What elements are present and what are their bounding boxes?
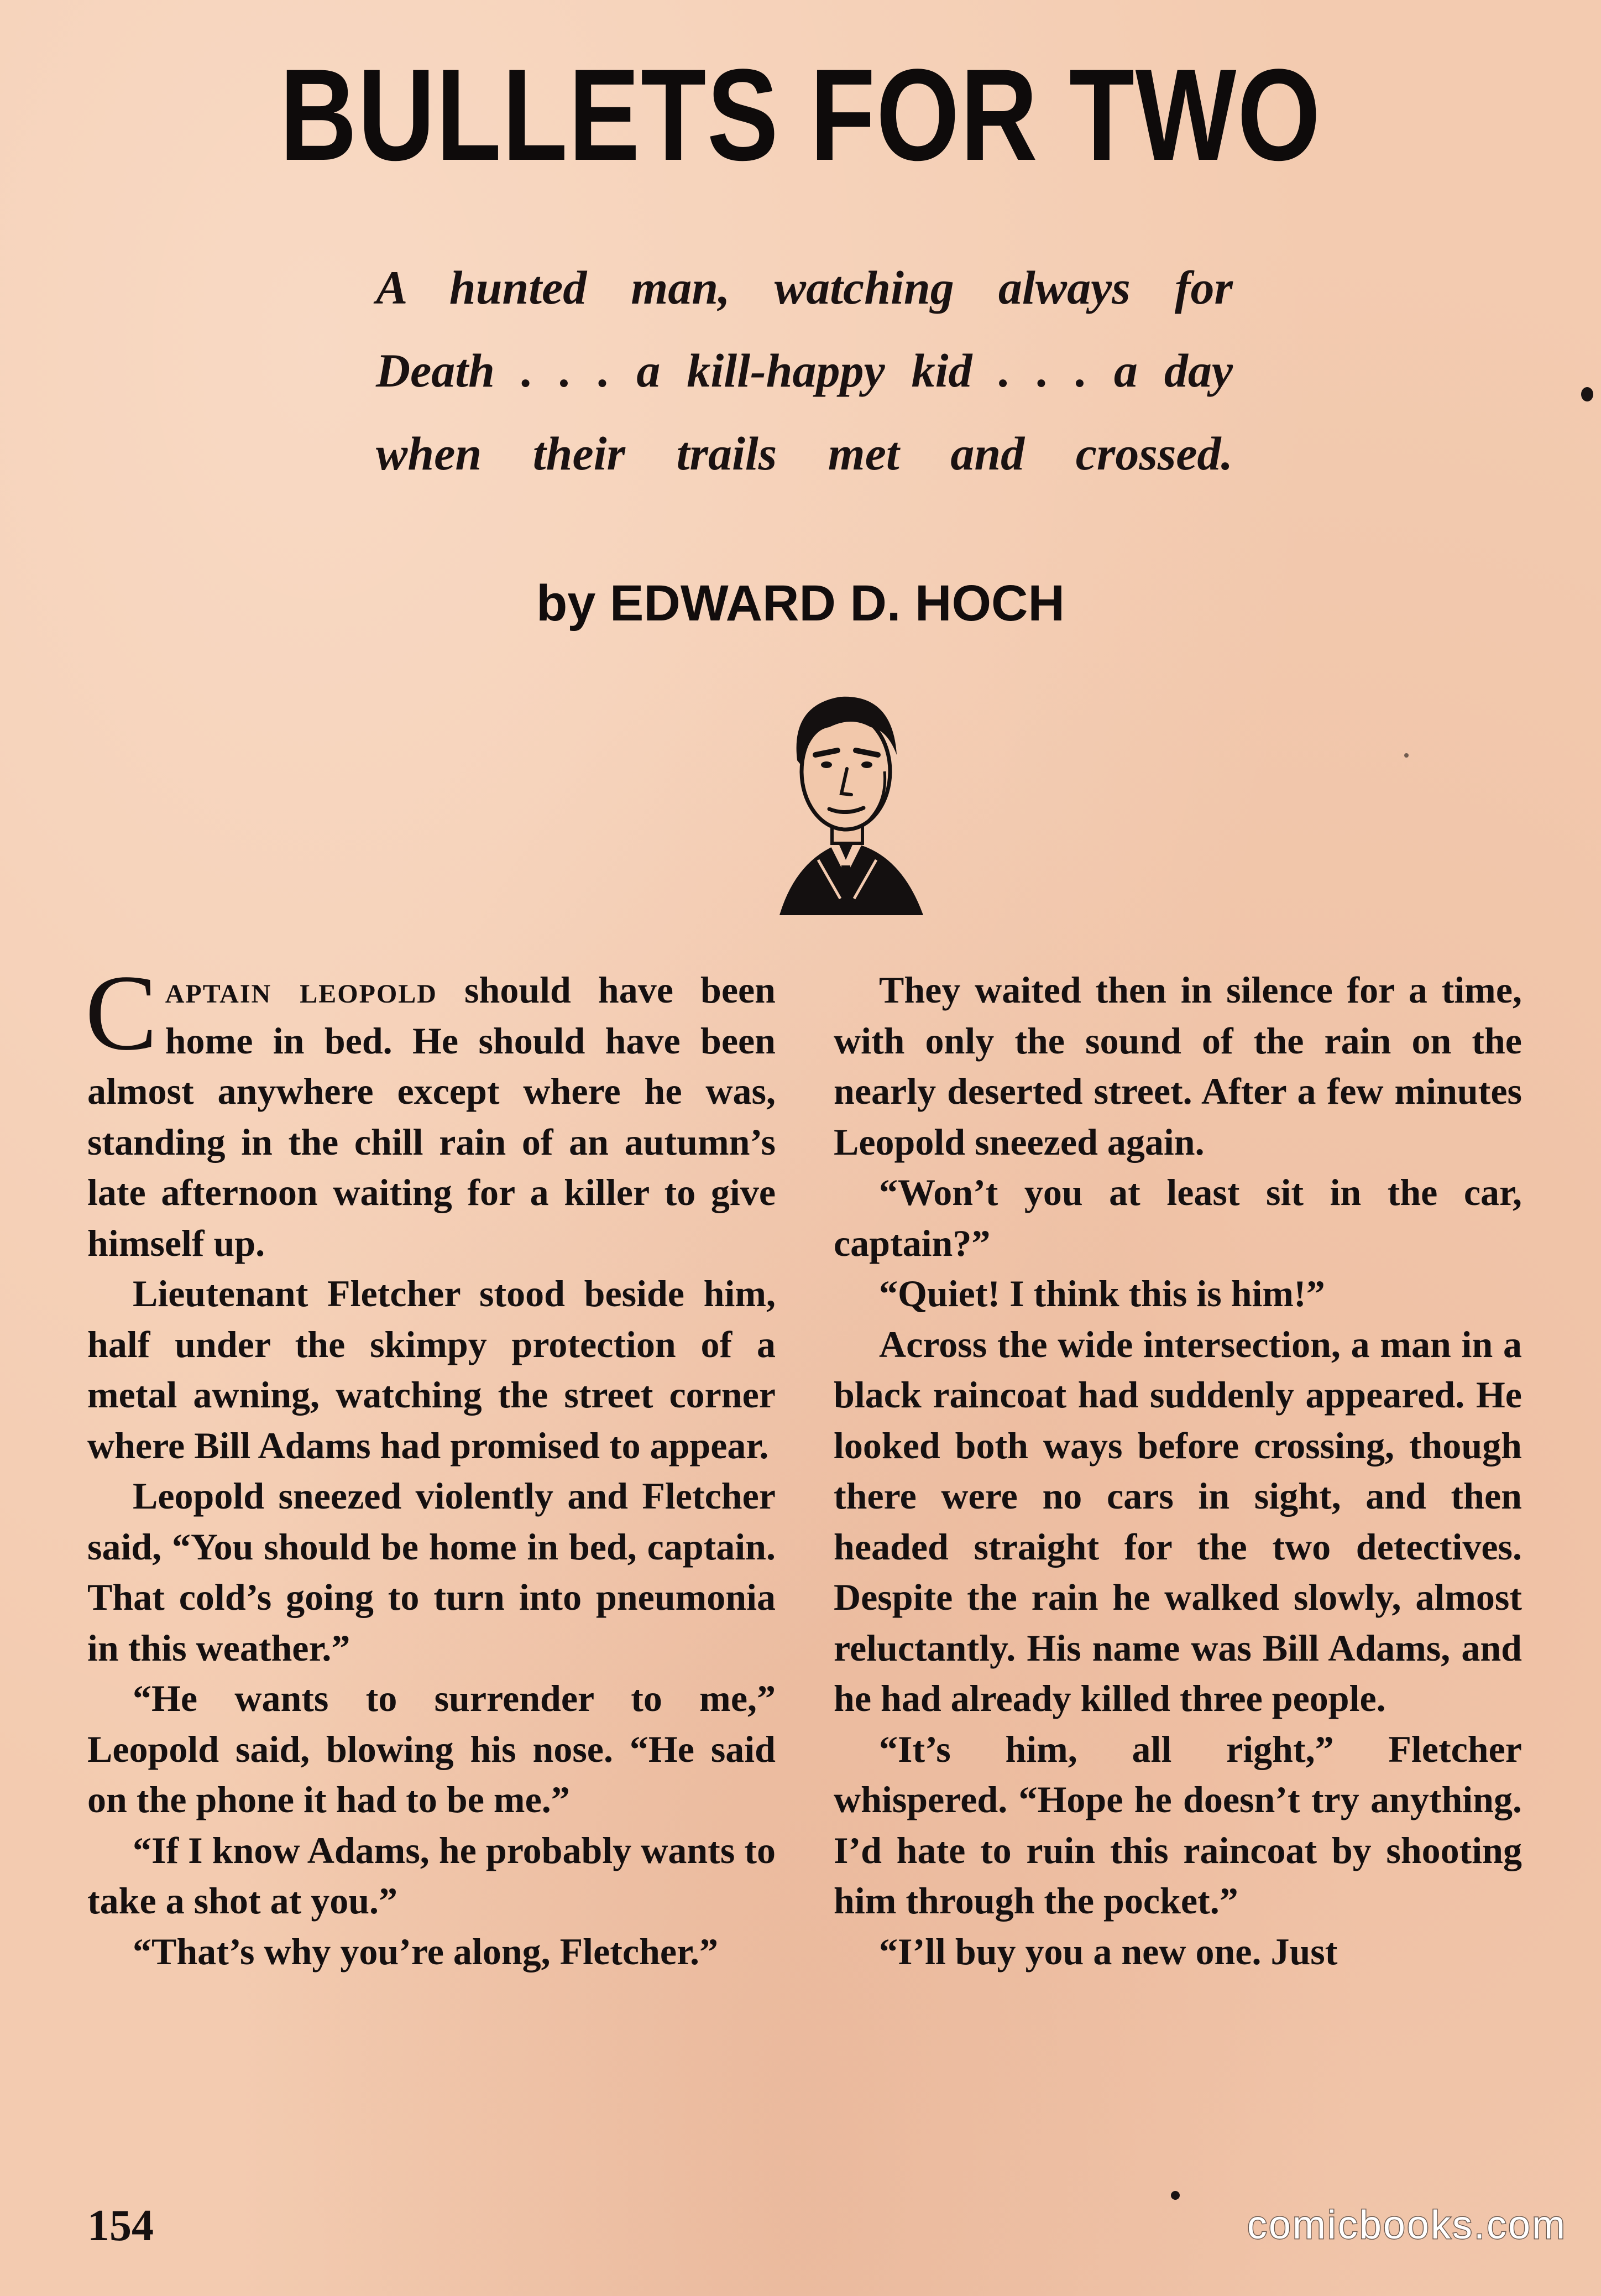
author-byline: by EDWARD D. HOCH [536, 575, 1065, 632]
page-number: 154 [87, 2201, 154, 2250]
man-portrait-sketch-icon [757, 677, 934, 921]
story-paragraph: They waited then in silence for a time, with only the sound of the rain on the nearly deserted street. After a few minutes Leopold sneezed again. [834, 969, 1522, 1163]
story-paragraph: “Won’t you at least sit in the car, captain?” [834, 1171, 1522, 1264]
subtitle-line: A hunted man, watching always for [376, 261, 1233, 314]
opening-text: should have been home in bed. He should have been almost anywhere except where he was, standing in the chill rain of an autumn’s late afternoon waiting for a killer to give himself up. [87, 969, 776, 1264]
story-paragraph: “If I know Adams, he probably wants to take a shot at you.” [87, 1829, 776, 1922]
story-paragraph: Lieutenant Fletcher stood beside him, half under the skimpy protection of a metal awning, watching the street corner where Bill Adams had promised to appear. [87, 1272, 776, 1467]
story-paragraph: “Quiet! I think this is him!” [879, 1272, 1325, 1314]
lead-in-smallcaps: aptain leopold [165, 969, 437, 1011]
subtitle-line: Death . . . a kill-happy kid . . . a day [376, 344, 1233, 397]
story-paragraph: “That’s why you’re along, Fletcher.” [133, 1930, 719, 1973]
opening-paragraph [85, 953, 776, 1269]
story-paragraph: Across the wide intersection, a man in a black raincoat had suddenly appeared. He looked both ways before crossing, though there were no cars in sight, and then headed straight for the two detectives. Despite the rain he walked slowly, almost reluctantly. His name was Bill Adams, and he had already killed three people. [834, 1323, 1522, 1719]
drop-cap: C [85, 953, 158, 1073]
story-paragraph: “I’ll buy you a new one. Just [879, 1930, 1338, 1973]
left-text-column [85, 953, 776, 1977]
story-paragraph: Leopold sneezed violently and Fletcher said, “You should be home in bed, captain. That cold’s going to turn into pneumonia in this weather.” [87, 1475, 776, 1669]
story-paragraph: “It’s him, all right,” Fletcher whispered. “Hope he doesn’t try anything. I’d hate to ruin this raincoat by shooting him through the pocket.” [834, 1728, 1522, 1922]
print-speck [1171, 2191, 1180, 2200]
watermark-text: comicbooks.com [1247, 2203, 1567, 2247]
subtitle-line: when their trails met and crossed. [376, 427, 1233, 480]
print-speck [1581, 387, 1593, 401]
right-text-column [834, 965, 1522, 1977]
story-subtitle [376, 246, 1233, 495]
print-speck [1404, 753, 1409, 758]
story-title: BULLETS FOR TWO [279, 42, 1322, 188]
story-paragraph: “He wants to surrender to me,” Leopold said, blowing his nose. “He said on the phone it had to be me.” [87, 1677, 776, 1820]
